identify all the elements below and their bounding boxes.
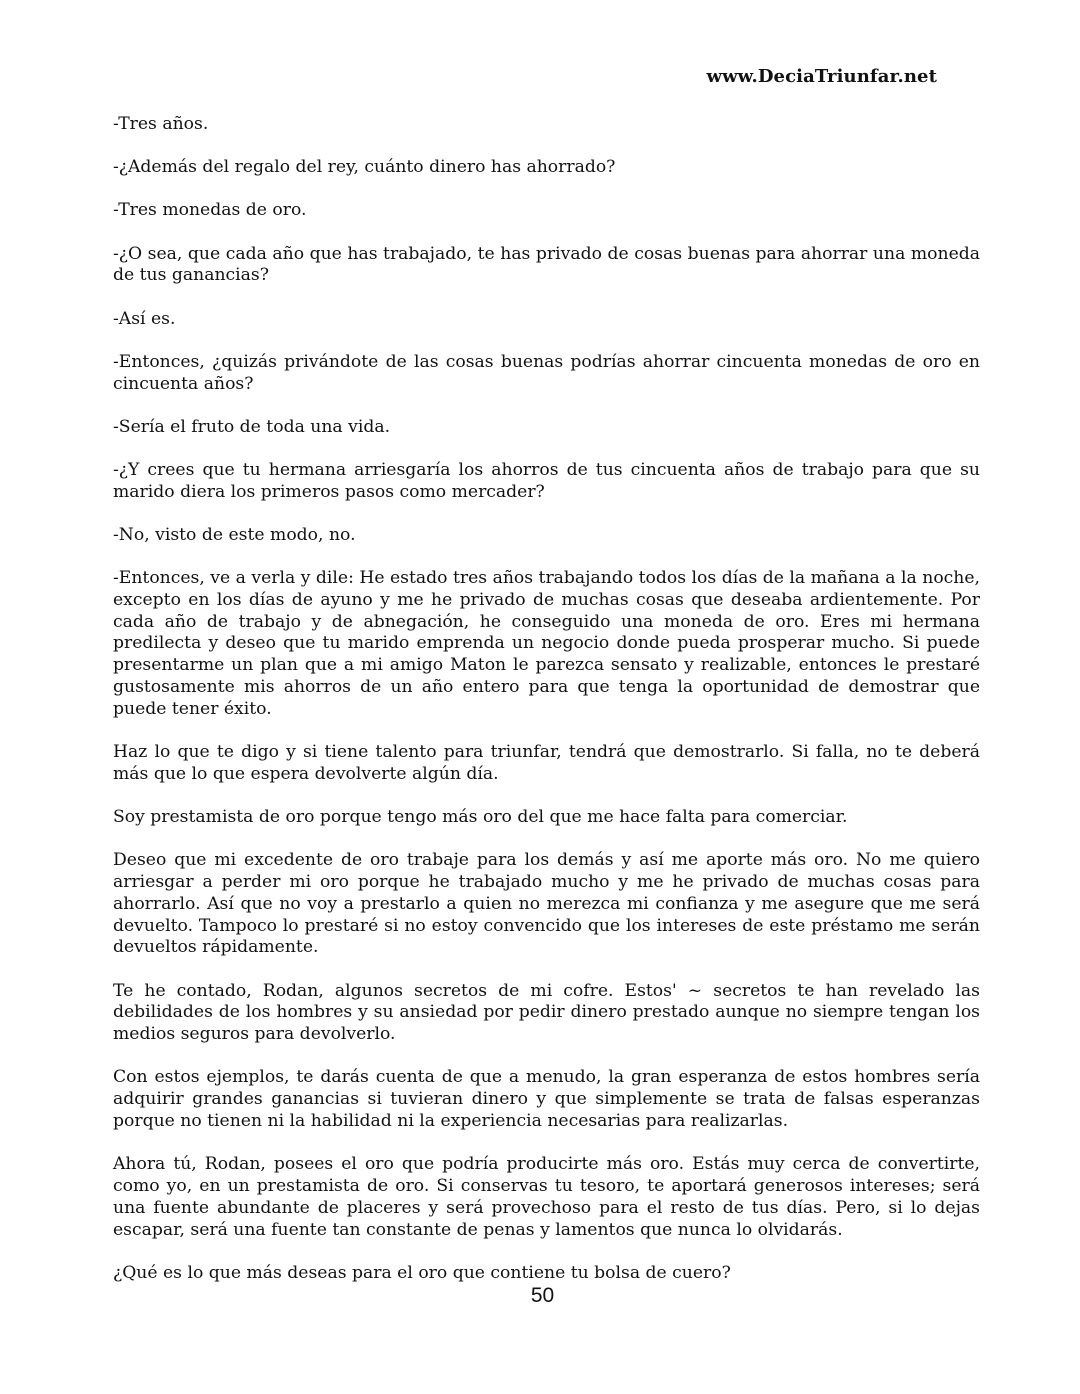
paragraph: Te he contado, Rodan, algunos secretos de mi cofre. Estos' ~ secretos te han revelado las debilidades de los hombres y su ansiedad por pedir dinero prestado aunque no siempre tengan los medios seguros para devolverlo. (113, 980, 980, 1045)
paragraph: -¿Además del regalo del rey, cuánto dinero has ahorrado? (113, 157, 616, 178)
paragraph: -No, visto de este modo, no. (113, 524, 356, 545)
paragraph: -Así es. (113, 308, 176, 329)
paragraph: Soy prestamista de oro porque tengo más oro del que me hace falta para comerciar. (113, 807, 848, 828)
paragraph: -Entonces, ve a verla y dile: He estado tres años trabajando todos los días de la mañana a la noche, excepto en los días de ayuno y me he privado de muchas cosas que deseaba ardientemente. Por cada año de trabajo y de abnegación, he conseguido una moneda de oro. Eres mi hermana predilecta y deseo que tu marido emprenda un negocio donde pueda prosperar mucho. Si puede presentarme un plan que a mi amigo Maton le parezca sensato y realizable, entonces le prestaré gustosamente mis ahorros de un año entero para que tenga la oportunidad de demostrar que puede tener éxito. (113, 568, 980, 719)
paragraph: Con estos ejemplos, te darás cuenta de que a menudo, la gran esperanza de estos hombres sería adquirir grandes ganancias si tuvieran dinero y que simplemente se trata de falsas esperanzas porque no tienen ni la habilidad ni la experiencia necesarias para realizarlas. (113, 1067, 980, 1131)
paragraph: Deseo que mi excedente de oro trabaje para los demás y así me aporte más oro. No me quiero arriesgar a perder mi oro porque he trabajado mucho y me he privado de muchas cosas para ahorrarlo. Así que no voy a prestarlo a quien no merezca mi confianza y me asegure que me será devuelto. Tampoco lo prestaré si no estoy convencido que los intereses de este préstamo me serán devueltos rápidamente. (113, 850, 980, 958)
paragraph: Ahora tú, Rodan, posees el oro que podría producirte más oro. Estás muy cerca de convertirte, como yo, en un prestamista de oro. Si conservas tu tesoro, te aportará generosos intereses; será una fuente abundante de placeres y será provechoso para el resto de tus días. Pero, si lo dejas escapar, será una fuente tan constante de penas y lamentos que nunca lo olvidarás. (113, 1154, 980, 1240)
site-url-header: www.DeciaTriunfar.net (706, 66, 937, 87)
page-number: 50 (530, 1284, 555, 1307)
paragraph: -Tres monedas de oro. (113, 200, 307, 221)
paragraph: -Entonces, ¿quizás privándote de las cosas buenas podrías ahorrar cincuenta monedas de oro en cincuenta años? (113, 351, 980, 394)
body-text (113, 114, 980, 1306)
paragraph: -Tres años. (113, 114, 209, 134)
paragraph: -¿Y crees que tu hermana arriesgaría los ahorros de tus cincuenta años de trabajo para que su marido diera los primeros pasos como mercader? (113, 459, 980, 502)
paragraph: Haz lo que te digo y si tiene talento para triunfar, tendrá que demostrarlo. Si falla, no te deberá más que lo que espera devolverte algún día. (113, 742, 980, 784)
paragraph: -Sería el fruto de toda una vida. (113, 416, 391, 437)
paragraph: -¿O sea, que cada año que has trabajado, te has privado de cosas buenas para ahorrar una moneda de tus ganancias? (113, 243, 980, 286)
paragraph: ¿Qué es lo que más deseas para el oro que contiene tu bolsa de cuero? (113, 1262, 731, 1283)
